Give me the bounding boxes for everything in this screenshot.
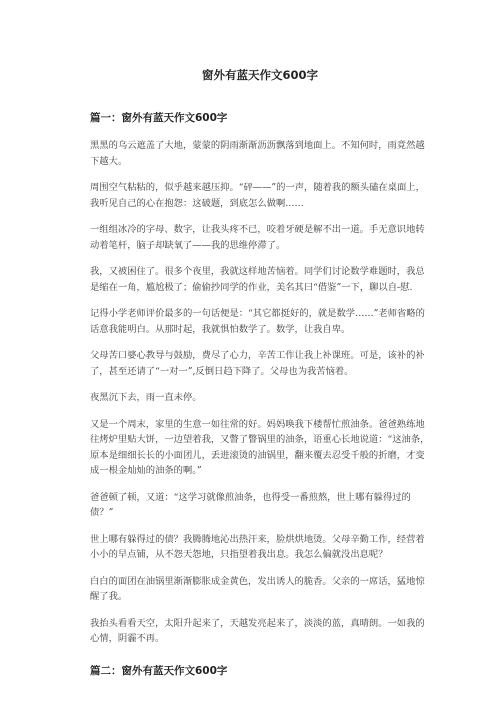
- paragraph: 记得小学老师评价最多的一句话便是：“其它都挺好的，就是数学……”老师省略的话意我能明白。从那时起，我就惧怕数学了。数学，让我自卑。: [90, 308, 425, 335]
- paragraph: 我抬头看看天空，太阳升起来了，天越发亮起来了，淡淡的蓝，真晴朗。一如我的心情，阴霾不再。: [90, 617, 425, 644]
- section-heading-2: 篇二：窗外有蓝天作文600字: [90, 664, 228, 677]
- section-heading-1: 篇一：窗外有蓝天作文600字: [90, 112, 228, 124]
- paragraph: 父母苦口婆心教导与鼓励，费尽了心力，辛苦工作让我上补课班。可是，该补的补了，甚至还请了“一对一”,反倒日趋下降了。父母也为我苦恼着。: [90, 350, 425, 377]
- paragraph: 周围空气粘粘的，似乎越来越压抑。“砰——”的一声，随着我的额头磕在桌面上，我听见自己的心在抱怨：这破题，到底怎么做啊……: [90, 182, 425, 209]
- document-title: 窗外有蓝天作文600字: [201, 68, 318, 82]
- paragraph: 我，又被困住了。很多个夜里，我就这样地苦恼着。同学们讨论数学难题时，我总是缩在一角，尴尬极了；偷偷抄同学的作业，美名其曰“借鉴”一下，聊以自-慰.: [90, 266, 425, 293]
- paragraph: 黑黑的乌云遮盖了大地，蒙蒙的阴雨渐渐沥沥飘落到地面上。不知何时，雨竟然越下越大。: [90, 140, 425, 167]
- paragraph: 世上哪有躲得过的债？我腾腾地沁出热汗来，脸烘烘地烫。父母辛勤工作，经营着小小的早点铺，从不怨天怨地，只指望着我出息。我怎么偏就没出息呢？: [90, 533, 425, 560]
- paragraph: 夜黑沉下去，雨一直未停。: [90, 392, 202, 403]
- paragraph: 爸爸顿了顿，又道：“这学习就像煎油条，也得受一番煎熬，世上哪有躲得过的债？”: [90, 491, 411, 518]
- paragraph: 白白的面团在油锅里渐渐膨胀成金黄色，发出诱人的脆香。父亲的一席话，猛地惊醒了我。: [90, 575, 425, 602]
- paragraph: 一组组冰冷的字母、数字，让我头疼不已，咬着牙硬是解不出一道。手无意识地转动着笔杆，脑子却缺氧了——我的思维停滞了。: [90, 224, 425, 251]
- paragraph: 又是一个周末，家里的生意一如往常的好。妈妈唤我下楼帮忙煎油条。爸爸熟练地往烤炉里贴大饼，一边望着我，又瞥了瞥锅里的油条，语重心长地说道：“这油条，原本是细细长长的小面团儿，丢进滚烫的油锅里，翻来覆去忍受千般的折磨，才变成一根金灿灿的油条的啊。”: [90, 418, 430, 476]
